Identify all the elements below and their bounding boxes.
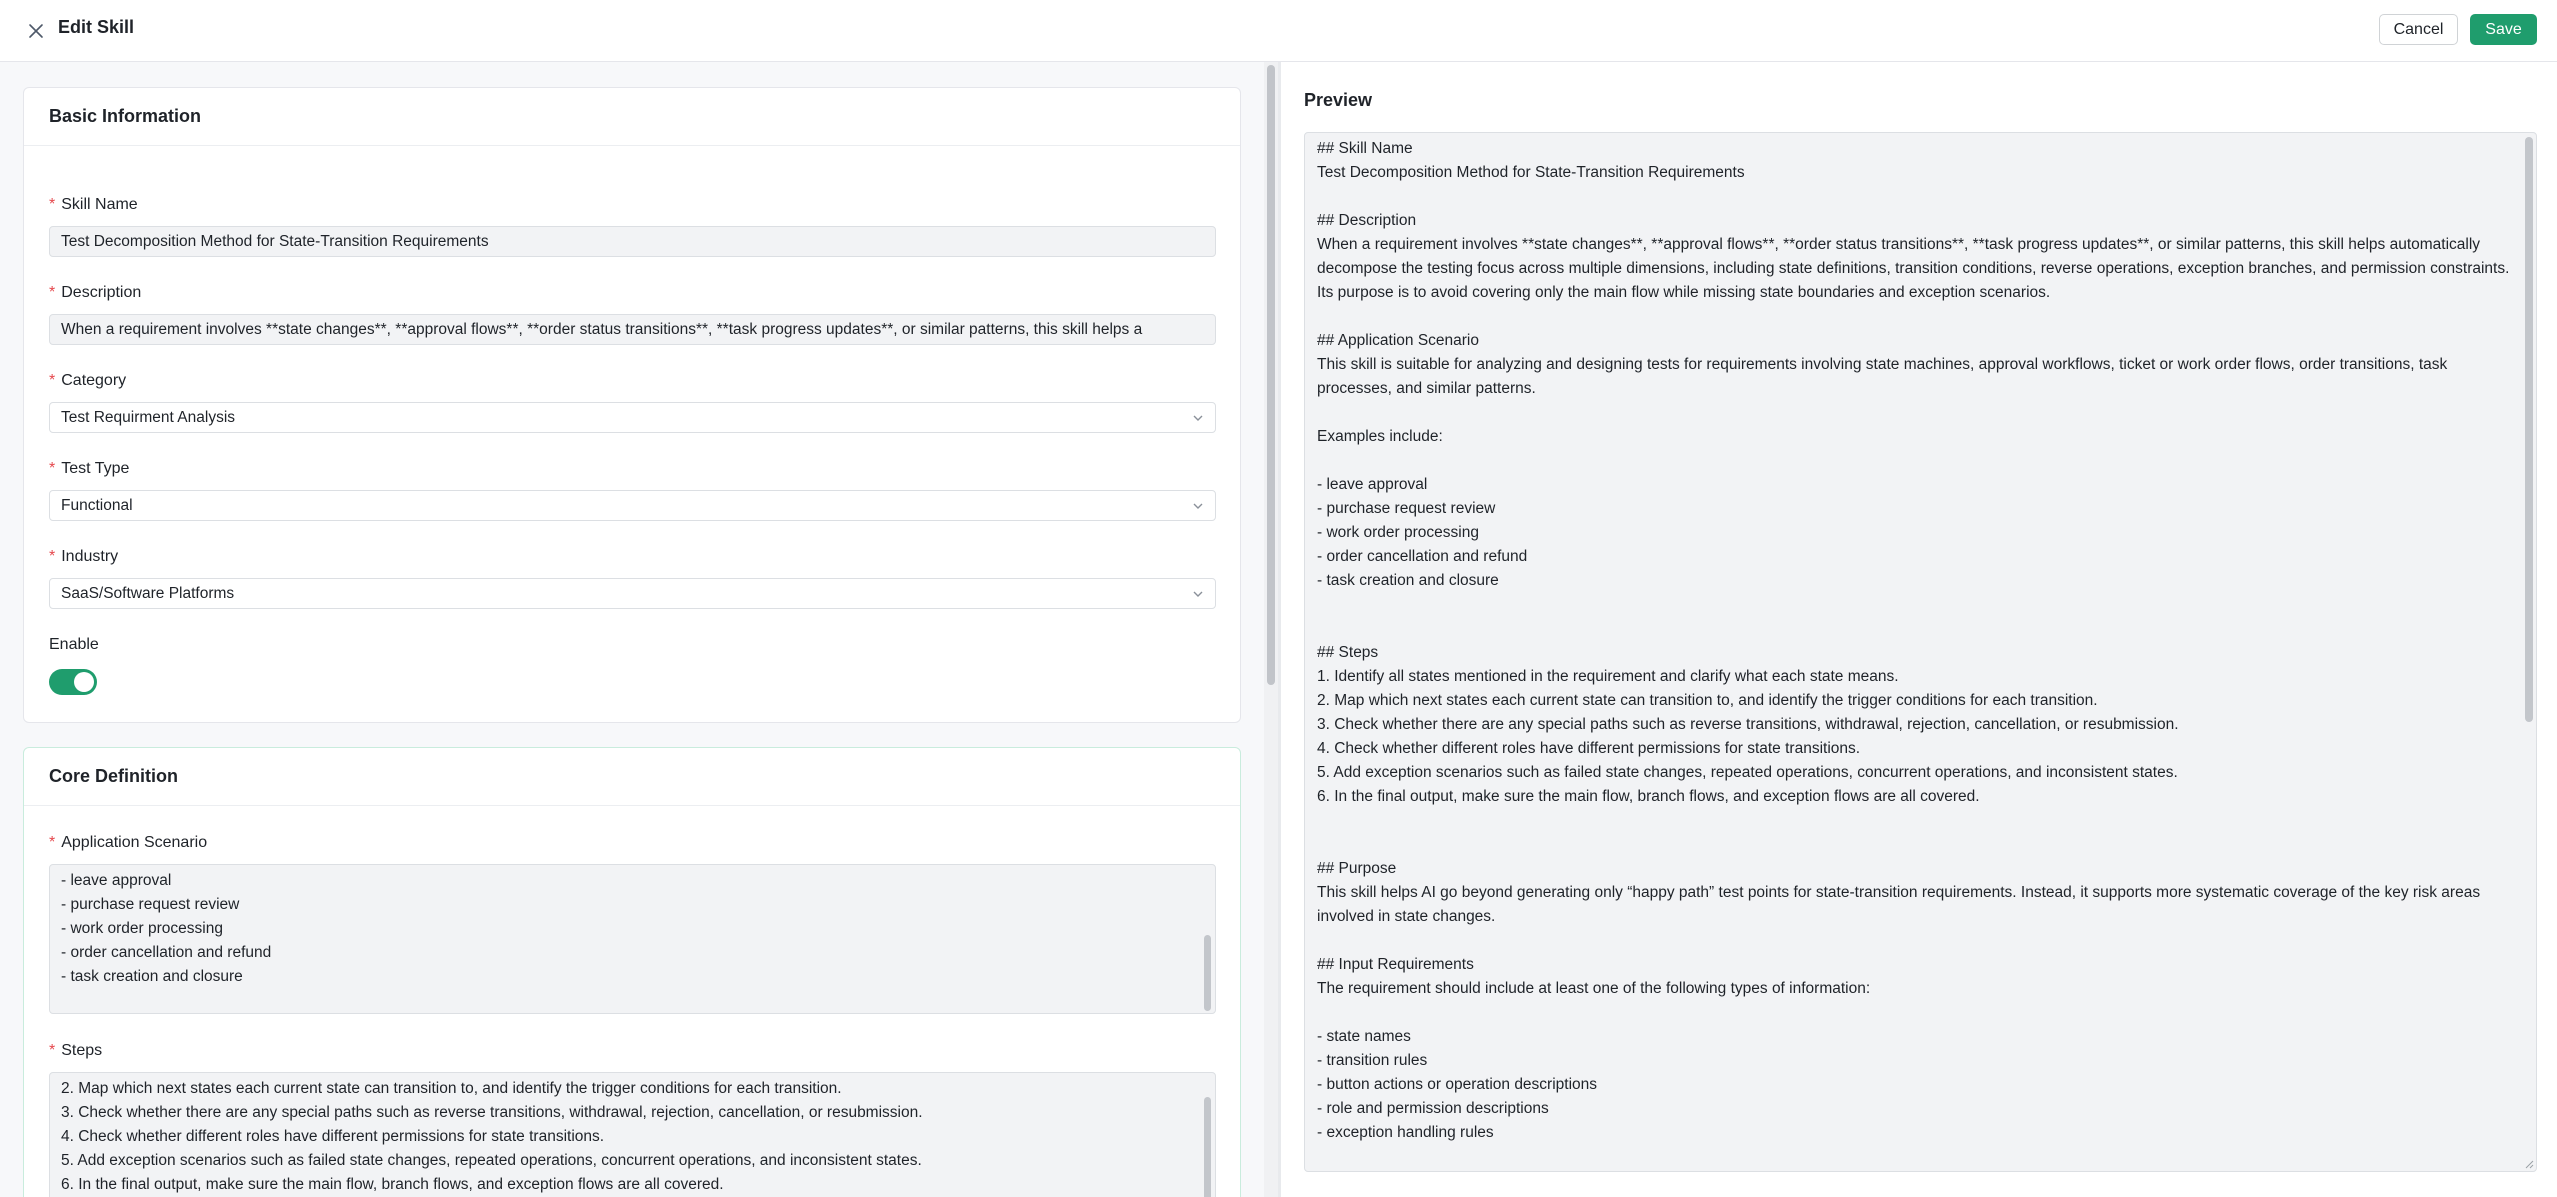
test-type-label-text: Test Type bbox=[61, 460, 130, 477]
preview-line: The requirement should include at least one of the following types of information: bbox=[1317, 980, 1871, 997]
preview-line bbox=[1317, 929, 2512, 953]
application-scenario-label bbox=[49, 834, 207, 852]
textarea-scrollbar[interactable] bbox=[1204, 1097, 1211, 1197]
preview-line bbox=[1317, 449, 2512, 473]
preview-line bbox=[1317, 401, 2512, 425]
chevron-down-icon bbox=[1191, 499, 1205, 513]
category-label-text: Category bbox=[61, 372, 127, 389]
enable-toggle[interactable] bbox=[49, 669, 97, 695]
required-mark: * bbox=[49, 1042, 56, 1059]
textarea-line: 3. Check whether there are any special paths such as reverse transitions, withdrawal, rejection, cancellation, or resubmission. bbox=[61, 1104, 923, 1121]
required-mark: * bbox=[49, 548, 56, 565]
preview-line: This skill helps AI go beyond generating only “happy path” test points for state-transition requirements. Instead, it supports more systematic coverage of the key risk areas involved in state changes. bbox=[1317, 884, 2485, 925]
preview-line: ## Steps bbox=[1317, 644, 1379, 661]
description-label bbox=[49, 284, 141, 302]
preview-line bbox=[1317, 185, 2512, 209]
preview-line bbox=[1317, 617, 2512, 641]
preview-line: When a requirement involves **state changes**, **approval flows**, **order status transitions**, **task progress updates**, or similar patterns, this skill helps automatically decompose the testing focus across multiple dimensions, including state definitions, transition conditions, reverse operations, exception branches, and permission constraints. Its purpose is to avoid covering only the main flow while missing state boundaries and exception scenarios. bbox=[1317, 236, 2514, 301]
preview-line: Examples include: bbox=[1317, 428, 1443, 445]
core-definition-card bbox=[23, 747, 1241, 1197]
chevron-down-icon bbox=[1191, 411, 1205, 425]
chevron-down-icon bbox=[1191, 587, 1205, 601]
preview-panel[interactable] bbox=[1304, 132, 2537, 1172]
cancel-button[interactable]: Cancel bbox=[2379, 14, 2458, 45]
preview-line: - leave approval bbox=[1317, 476, 1428, 493]
test-type-select[interactable] bbox=[49, 490, 1216, 521]
preview-line: - order cancellation and refund bbox=[1317, 548, 1528, 565]
textarea-line: - leave approval bbox=[61, 872, 172, 889]
panel-divider[interactable] bbox=[1278, 62, 1281, 1197]
basic-information-card bbox=[23, 87, 1241, 723]
preview-line: - exception handling rules bbox=[1317, 1124, 1494, 1141]
description-input[interactable]: When a requirement involves **state changes**, **approval flows**, **order status transitions**, **task progress updates**, or similar patterns, this skill helps a bbox=[49, 314, 1216, 345]
resize-handle-icon[interactable] bbox=[2524, 1159, 2534, 1169]
preview-line: 5. Add exception scenarios such as failed state changes, repeated operations, concurrent operations, and inconsistent states. bbox=[1317, 764, 2178, 781]
preview-scrollbar[interactable] bbox=[2525, 137, 2533, 722]
core-definition-title: Core Definition bbox=[24, 748, 1240, 806]
form-panel bbox=[0, 62, 1264, 1197]
skill-name-label bbox=[49, 196, 138, 214]
textarea-line: - purchase request review bbox=[61, 896, 240, 913]
textarea-line: 4. Check whether different roles have different permissions for state transitions. bbox=[61, 1128, 605, 1145]
required-mark: * bbox=[49, 284, 56, 301]
enable-label: Enable bbox=[49, 636, 99, 653]
category-label bbox=[49, 372, 126, 390]
preview-line: ## Purpose bbox=[1317, 860, 1397, 877]
textarea-line: 2. Map which next states each current state can transition to, and identify the trigger conditions for each transition. bbox=[61, 1080, 842, 1097]
preview-line bbox=[1317, 1001, 2512, 1025]
preview-line: ## Description bbox=[1317, 212, 1417, 229]
preview-line: - work order processing bbox=[1317, 524, 1479, 541]
preview-line bbox=[1317, 833, 2512, 857]
test-type-select-value: Functional bbox=[61, 496, 133, 514]
industry-label-text: Industry bbox=[61, 548, 119, 565]
required-mark: * bbox=[49, 834, 56, 851]
category-select-value: Test Requirment Analysis bbox=[61, 408, 236, 426]
application-scenario-textarea[interactable] bbox=[49, 864, 1216, 1014]
textarea-line: 6. In the final output, make sure the main flow, branch flows, and exception flows are all covered. bbox=[61, 1176, 724, 1193]
preview-content bbox=[1317, 137, 2512, 1145]
save-button[interactable]: Save bbox=[2470, 14, 2537, 45]
preview-line: 4. Check whether different roles have different permissions for state transitions. bbox=[1317, 740, 1861, 757]
preview-line: ## Input Requirements bbox=[1317, 956, 1474, 973]
form-scrollbar[interactable] bbox=[1264, 62, 1278, 1197]
textarea-line: - task creation and closure bbox=[61, 968, 243, 985]
description-label-text: Description bbox=[61, 284, 142, 301]
close-icon[interactable] bbox=[24, 19, 48, 43]
preview-title: Preview bbox=[1304, 90, 1373, 110]
textarea-line: - order cancellation and refund bbox=[61, 944, 272, 961]
page-title: Edit Skill bbox=[58, 17, 135, 37]
preview-line: 2. Map which next states each current state can transition to, and identify the trigger conditions for each transition. bbox=[1317, 692, 2098, 709]
textarea-line: 5. Add exception scenarios such as failed state changes, repeated operations, concurrent operations, and inconsistent states. bbox=[61, 1152, 922, 1169]
textarea-scrollbar[interactable] bbox=[1204, 935, 1211, 1011]
category-select[interactable] bbox=[49, 402, 1216, 433]
industry-select-value: SaaS/Software Platforms bbox=[61, 584, 235, 602]
preview-line bbox=[1317, 305, 2512, 329]
toggle-knob bbox=[74, 672, 94, 692]
preview-line: ## Skill Name bbox=[1317, 140, 1413, 157]
preview-line: - transition rules bbox=[1317, 1052, 1428, 1069]
steps-label-text: Steps bbox=[61, 1042, 103, 1059]
preview-line: 6. In the final output, make sure the main flow, branch flows, and exception flows are all covered. bbox=[1317, 788, 1980, 805]
preview-line: Test Decomposition Method for State-Transition Requirements bbox=[1317, 164, 1745, 181]
required-mark: * bbox=[49, 372, 56, 389]
steps-textarea[interactable] bbox=[49, 1072, 1216, 1197]
basic-information-title: Basic Information bbox=[24, 88, 1240, 146]
textarea-line: - work order processing bbox=[61, 920, 223, 937]
industry-label bbox=[49, 548, 118, 566]
steps-label bbox=[49, 1042, 102, 1060]
preview-line: - state names bbox=[1317, 1028, 1411, 1045]
preview-line bbox=[1317, 593, 2512, 617]
form-scrollbar-thumb[interactable] bbox=[1267, 65, 1275, 685]
required-mark: * bbox=[49, 460, 56, 477]
preview-line: ## Application Scenario bbox=[1317, 332, 1480, 349]
preview-line: 1. Identify all states mentioned in the requirement and clarify what each state means. bbox=[1317, 668, 1899, 685]
industry-select[interactable] bbox=[49, 578, 1216, 609]
test-type-label bbox=[49, 460, 129, 478]
skill-name-label-text: Skill Name bbox=[61, 196, 138, 213]
required-mark: * bbox=[49, 196, 56, 213]
preview-line: - purchase request review bbox=[1317, 500, 1496, 517]
preview-line: - button actions or operation descriptions bbox=[1317, 1076, 1598, 1093]
skill-name-input[interactable]: Test Decomposition Method for State-Transition Requirements bbox=[49, 226, 1216, 257]
application-scenario-label-text: Application Scenario bbox=[61, 834, 208, 851]
header-bar bbox=[0, 0, 2557, 62]
preview-line: - role and permission descriptions bbox=[1317, 1100, 1549, 1117]
preview-line bbox=[1317, 809, 2512, 833]
preview-line: 3. Check whether there are any special paths such as reverse transitions, withdrawal, rejection, cancellation, or resubmission. bbox=[1317, 716, 2179, 733]
preview-line: This skill is suitable for analyzing and designing tests for requirements involving state machines, approval workflows, ticket or work order flows, order transitions, task processes, and similar patterns. bbox=[1317, 356, 2452, 397]
preview-line: - task creation and closure bbox=[1317, 572, 1499, 589]
